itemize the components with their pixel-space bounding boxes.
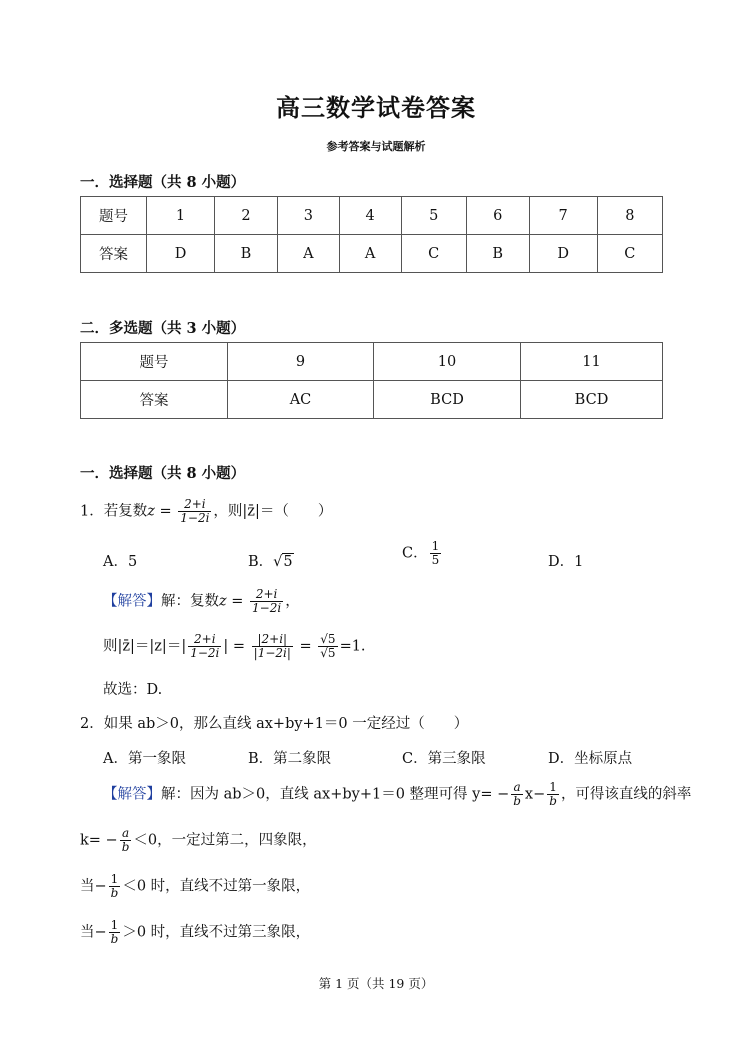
fraction-numerator: 1 bbox=[431, 539, 440, 553]
text: x− bbox=[524, 786, 546, 803]
fraction-denominator: b bbox=[549, 794, 557, 808]
question-2-option-d: D．坐标原点 bbox=[548, 751, 633, 767]
table-cell: BCD bbox=[374, 381, 521, 419]
sqrt-expression: √5 bbox=[273, 554, 293, 570]
text: 1．若复数 bbox=[80, 503, 148, 520]
table-cell: 题号 bbox=[81, 197, 147, 235]
text: | = bbox=[223, 638, 250, 655]
table-cell: 1 bbox=[147, 197, 215, 235]
fraction bbox=[120, 827, 132, 854]
fraction bbox=[252, 633, 293, 660]
fraction-denominator: |1−2i| bbox=[253, 646, 291, 660]
fraction bbox=[188, 633, 221, 660]
text: C． bbox=[402, 545, 428, 562]
page-title: 高三数学试卷答案 bbox=[276, 93, 476, 122]
fraction-denominator: √5 bbox=[320, 646, 336, 660]
question-1-option-a: A．5 bbox=[103, 554, 138, 570]
text: 当− bbox=[80, 878, 107, 895]
math-var: z bbox=[147, 503, 155, 520]
question-2-option-b: B．第二象限 bbox=[248, 751, 332, 767]
fraction-denominator: 1−2i bbox=[180, 511, 210, 525]
table-cell: 11 bbox=[521, 343, 663, 381]
page-subtitle: 参考答案与试题解析 bbox=[326, 140, 426, 153]
fraction-numerator: 1 bbox=[547, 781, 559, 795]
text: ＜0 时，直线不过第一象限， bbox=[122, 878, 311, 895]
table-cell: A bbox=[277, 235, 339, 273]
question-1-option-b bbox=[248, 550, 294, 571]
fraction bbox=[318, 633, 337, 660]
text: 解：复数 bbox=[161, 593, 219, 610]
answer-table-multi-choice bbox=[80, 342, 663, 419]
text: 则|z̄|＝|z|＝| bbox=[103, 638, 187, 655]
text: ，则|z̄|＝（ ） bbox=[213, 503, 333, 520]
question-2-option-c: C．第三象限 bbox=[402, 751, 486, 767]
table-cell: C bbox=[401, 235, 466, 273]
question-2-option-a: A．第一象限 bbox=[103, 751, 186, 767]
fraction-denominator: 1−2i bbox=[252, 601, 282, 615]
table-cell: A bbox=[339, 235, 401, 273]
table-cell: BCD bbox=[521, 381, 663, 419]
text: 解：因为 ab＞0，直线 ax+by+1＝0 整理可得 y= − bbox=[161, 786, 510, 803]
section-header-single-choice: 一．选择题（共 8 小题） bbox=[80, 174, 246, 191]
fraction-numerator: a bbox=[511, 781, 523, 795]
answer-table-single-choice bbox=[80, 196, 663, 273]
table-cell: D bbox=[529, 235, 597, 273]
text: ， bbox=[285, 593, 300, 610]
question-2-solution-line-4 bbox=[80, 919, 310, 946]
table-cell: B bbox=[215, 235, 278, 273]
fraction bbox=[178, 498, 211, 525]
table-row bbox=[81, 235, 663, 273]
table-cell: 5 bbox=[401, 197, 466, 235]
question-1-option-d: D．1 bbox=[548, 554, 584, 570]
fraction-denominator: b bbox=[110, 932, 119, 946]
table-row bbox=[81, 197, 663, 235]
section-header-multi-choice: 二．多选题（共 3 小题） bbox=[80, 320, 246, 337]
answer-tag: 【解答】 bbox=[103, 786, 161, 803]
table-cell: D bbox=[147, 235, 215, 273]
table-cell: 答案 bbox=[81, 381, 228, 419]
table-cell: 9 bbox=[228, 343, 374, 381]
fraction-numerator: |2+i| bbox=[252, 633, 293, 647]
fraction-numerator: 1 bbox=[109, 919, 121, 933]
text: ＜0，一定过第二，四象限， bbox=[133, 832, 317, 849]
question-2-solution-line-1 bbox=[103, 781, 691, 808]
fraction-numerator: √5 bbox=[320, 632, 336, 646]
radicand: 5 bbox=[283, 554, 293, 570]
table-cell: 8 bbox=[597, 197, 662, 235]
text: ，可得该直线的斜率 bbox=[560, 786, 692, 803]
text: = bbox=[154, 503, 177, 520]
question-1-solution-line-2 bbox=[103, 633, 366, 660]
answer-tag: 【解答】 bbox=[103, 593, 161, 610]
table-cell: AC bbox=[228, 381, 374, 419]
table-cell: 2 bbox=[215, 197, 278, 235]
fraction-numerator: 2+i bbox=[250, 588, 283, 602]
table-cell: 6 bbox=[466, 197, 529, 235]
fraction-denominator: b bbox=[121, 840, 130, 854]
question-2-stem: 2．如果 ab＞0，那么直线 ax+by+1＝0 一定经过（ ） bbox=[80, 716, 469, 732]
question-1-option-c bbox=[402, 540, 443, 567]
text: B． bbox=[248, 554, 274, 570]
table-cell: 题号 bbox=[81, 343, 228, 381]
fraction-denominator: b bbox=[110, 886, 119, 900]
fraction bbox=[109, 873, 121, 900]
math-var: z bbox=[219, 593, 227, 610]
table-cell: 3 bbox=[277, 197, 339, 235]
fraction-numerator: a bbox=[120, 827, 132, 841]
question-2-solution-line-2 bbox=[80, 827, 317, 854]
text: ＞0 时，直线不过第三象限， bbox=[122, 924, 311, 941]
table-row bbox=[81, 381, 663, 419]
fraction bbox=[250, 588, 283, 615]
question-1-choice: 故选：D. bbox=[103, 682, 163, 698]
table-cell: 7 bbox=[529, 197, 597, 235]
fraction bbox=[109, 919, 121, 946]
section-header-solutions: 一．选择题（共 8 小题） bbox=[80, 465, 246, 482]
fraction-numerator: 2+i bbox=[188, 633, 221, 647]
text: = bbox=[294, 638, 317, 655]
table-row bbox=[81, 343, 663, 381]
page-footer: 第 1 页（共 19 页） bbox=[318, 976, 434, 991]
question-1-solution-line-1 bbox=[103, 588, 300, 615]
table-cell: 答案 bbox=[81, 235, 147, 273]
text: =1. bbox=[339, 638, 366, 655]
fraction bbox=[430, 540, 442, 567]
fraction bbox=[547, 781, 559, 808]
question-1-stem bbox=[80, 498, 332, 525]
fraction-numerator: 2+i bbox=[178, 498, 211, 512]
question-2-solution-line-3 bbox=[80, 873, 310, 900]
table-cell: B bbox=[466, 235, 529, 273]
table-cell: 4 bbox=[339, 197, 401, 235]
text: = bbox=[226, 593, 249, 610]
fraction bbox=[511, 781, 523, 808]
text: k= − bbox=[80, 832, 118, 849]
fraction-numerator: 1 bbox=[109, 873, 121, 887]
table-cell: 10 bbox=[374, 343, 521, 381]
fraction-denominator: b bbox=[513, 794, 521, 808]
table-cell: C bbox=[597, 235, 662, 273]
fraction-denominator: 1−2i bbox=[190, 646, 220, 660]
fraction-denominator: 5 bbox=[431, 553, 440, 567]
text: 当− bbox=[80, 924, 107, 941]
